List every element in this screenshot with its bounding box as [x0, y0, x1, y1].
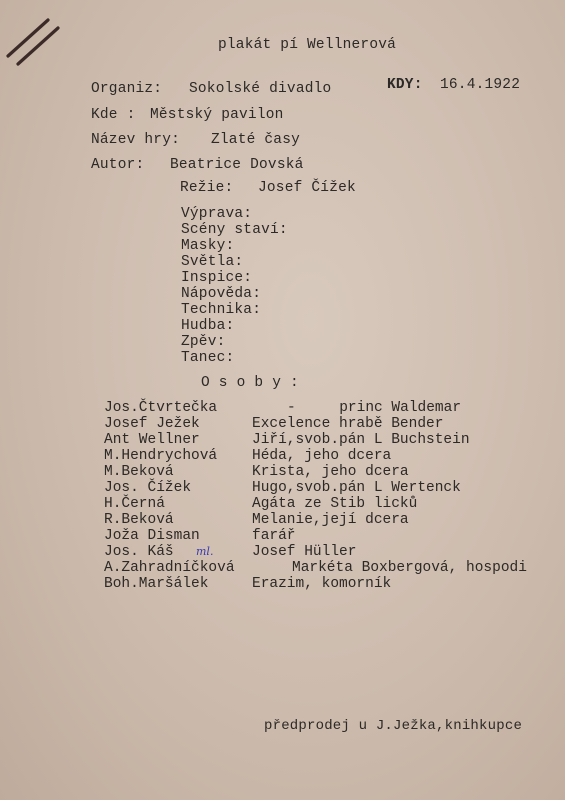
handwritten-annotation: ml. [196, 545, 214, 558]
author-label: Autor: [91, 157, 145, 173]
cast-actor: Jos. Káš [104, 544, 174, 560]
cast-role: Josef Hüller [252, 544, 357, 560]
cast-actor: R.Beková [104, 512, 174, 528]
crew-label: Masky: [181, 238, 235, 254]
cast-actor: A.Zahradníčková [104, 560, 235, 576]
cast-role: Erazim, komorník [252, 576, 392, 592]
crew-label: Tanec: [181, 350, 235, 366]
director-value: Josef Čížek [258, 180, 356, 196]
cast-role: Melanie,její dcera [252, 512, 409, 528]
cast-role: - princ Waldemar [287, 400, 462, 416]
author-value: Beatrice Dovská [170, 157, 304, 173]
pen-slash-marks [4, 10, 64, 70]
play-title-label: Název hry: [91, 132, 181, 148]
cast-actor: M.Beková [104, 464, 174, 480]
venue-value: Městský pavilon [150, 107, 284, 123]
cast-role: Hugo,svob.pán L Wertenck [252, 480, 461, 496]
crew-label: Scény staví: [181, 222, 288, 238]
crew-label: Hudba: [181, 318, 235, 334]
cast-actor: Jos.Čtvrtečka [104, 400, 218, 416]
director-label: Režie: [180, 180, 234, 196]
cast-actor: M.Hendrychová [104, 448, 218, 464]
cast-actor: H.Černá [104, 496, 165, 512]
cast-role: Krista, jeho dcera [252, 464, 409, 480]
cast-actor: Josef Ježek [104, 416, 200, 432]
poster-title: plakát pí Wellnerová [218, 37, 397, 53]
crew-label: Nápověda: [181, 286, 262, 302]
cast-role: Markéta Boxbergová, hospodi [292, 560, 527, 576]
play-title-value: Zlaté časy [211, 132, 301, 148]
cast-actor: Joža Disman [104, 528, 200, 544]
cast-role: farář [252, 528, 296, 544]
crew-label: Zpěv: [181, 334, 226, 350]
crew-label: Inspice: [181, 270, 253, 286]
cast-actor: Jos. Čížek [104, 480, 192, 496]
presale-note: předprodej u J.Ježka,knihkupce [264, 718, 523, 734]
date-value: 16.4.1922 [440, 77, 521, 93]
cast-role: Jiří,svob.pán L Buchstein [252, 432, 470, 448]
crew-label: Světla: [181, 254, 244, 270]
venue-label: Kde : [91, 107, 136, 123]
crew-label: Výprava: [181, 206, 253, 222]
crew-label: Technika: [181, 302, 262, 318]
cast-actor: Boh.Maršálek [104, 576, 209, 592]
cast-role: Héda, jeho dcera [252, 448, 392, 464]
organizer-value: Sokolské divadlo [189, 81, 332, 97]
organizer-label: Organiz: [91, 81, 163, 97]
cast-heading: O s o b y : [201, 375, 299, 391]
cast-role: Excelence hrabě Bender [252, 416, 444, 432]
cast-actor: Ant Wellner [104, 432, 200, 448]
cast-role: Agáta ze Stib licků [252, 496, 418, 512]
date-label: KDY: [387, 77, 423, 93]
